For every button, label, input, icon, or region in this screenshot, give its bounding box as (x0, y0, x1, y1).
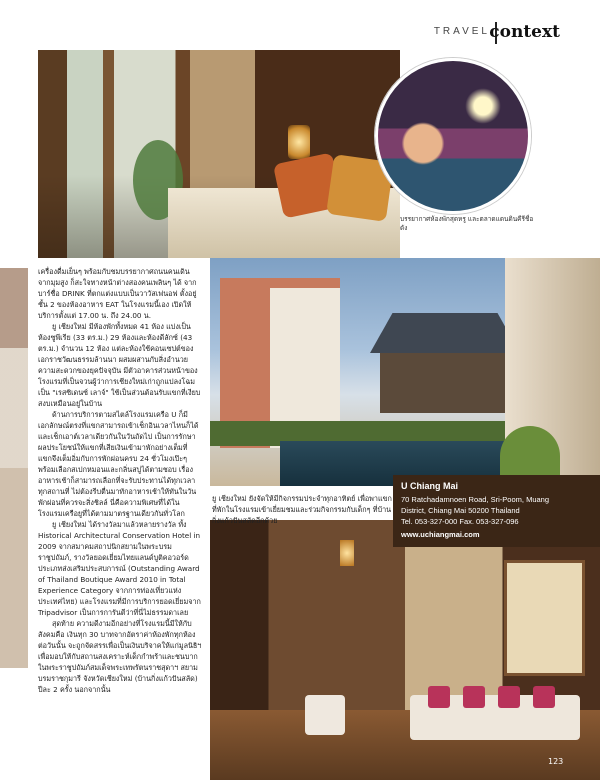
left-edge-photo (0, 268, 28, 668)
hotel-room-photo (38, 50, 400, 258)
paragraph: ด้านการบริการตามสไตล์โรงแรมเครือ U ก็มีเอกลักษณ์ตรงที่แขกสามารถเข้าเช็กอินเวลาไหนก็ได้ และเช็กเอาต์เวลาเดียวกันในวันถัดไป เป็นการรักษาผลประโยชน์ให้แขกที่เสียเงินเข้ามาพักอย่างเต็มที่ แขกจึงเต็มอิ่มกับการพักผ่อนครบ 24 ชั่วโมงเป๊ะๆ พร้อมเลือกสเปกหมอนและกลิ่นสบู่ได้ตามชอบ เรื่องอาหารเช้าก็สามารถเลือกที่จะรับประทานได้ทุกเวลา ทุกสถานที่ ไม่ต้องรีบตื่นมาทักอาหารเช้าให้ทันในวันพักผ่อนที่ควรจะสิ่งชิลล์ นี่คือความพิเศษที่ได้ในโรงแรมเครือยูที่ได้ตามมาตรฐานเดียวกันทั่วโลก (38, 410, 199, 518)
chair (305, 695, 345, 735)
contact-line: Tel. 053-327-000 Fax. 053-327-096 (401, 517, 519, 526)
wall-art (504, 560, 585, 676)
page-number: 123 (548, 757, 564, 766)
address-line: District, Chiang Mai 50200 Thailand (401, 506, 520, 515)
wooden-house (380, 353, 510, 413)
hanging-lamp (340, 540, 354, 566)
address-line: 70 Ratchadamnoen Road, Sri-Poom, Muang (401, 495, 550, 504)
cushion (428, 686, 450, 708)
lanna-roof (370, 313, 520, 353)
paragraph: เครื่องดื่มเย็นๆ พร้อมกับชมบรรยากาศถนนคนเดิน จากมุมสูง ก็สะใจทางหน้าต่างสองคนเพลินๆ ได้ จากบาร์ชื่อ DRINK ที่ตกแต่งแบบเป็นวาวัสเฟนอฟ ตั้งอยู่ชั้น 2 ของห้องอาหาร EAT ในโรงแรมนี้เอง เปิดให้บริการตั้งแต่ 17.00 น. ถึง 24.00 น. (38, 267, 197, 320)
section-label: TRAVEL (433, 26, 490, 37)
hotel-name: U Chiang Mai (401, 481, 459, 491)
cushion (498, 686, 520, 708)
hotel-info-box (393, 475, 600, 547)
lantern (288, 125, 310, 159)
article-continuation: ยู เชียงใหม่ ยังจัดให้มีกิจกรรมประจำทุกอาทิตย์ เพื่อพาแขกที่พักในโรงแรมเข้าเยี่ยมชมและร่วมกิจกรรมกับเด็กๆ ที่บ้านกิ่งแก้วปันสลัดอีกด้วย (212, 494, 392, 525)
cushion (463, 686, 485, 708)
paragraph: ยู เชียงใหม่ ได้รางวัลมาแล้วหลายรางวัล ทั้ง Historical Architectural Conservation Hotel in 2009 จากสมาคมสถาปนิกสยามในพระบรมราชูปถัมภ์, รางวัลยอดเยี่ยมไทยแลนด์บูติคอวอร์ด ประเภทส่งเสริมประสบการณ์ (Outstanding Award of Thailand Boutique Award 2010 in Total Experience Category จากการท่องเที่ยวแห่งประเทศไทย) และโรงแรมที่มีการบริการยอดเยี่ยมจาก Tripadvisor เป็นการการันตีว่าที่นี่ไม่ธรรมดาเลย (38, 520, 201, 617)
paragraph: สุดท้าย ความดีงามอีกอย่างที่โรงแรมนี้มีให้กับสังคมคือ เงินทุก 30 บาทจากอัตราค่าห้องพักทุกห้องต่อวันนั้น จะถูกจัดสรรเพื่อเป็นเงินบริจาคให้แก่มูลนิธิฯ เพื่อมอบให้กับสถานสงเคราะห์เด็กกำพร้าและชนบาก ในพระราชูปถัมภ์สมเด็จพระเทพรัตนราชสุดาฯ สยามบรมราชกุมารี จังหวัดเชียงใหม่ (บ้านกิ่งแก้วปันสลัด) ปีละ 2 ครั้ง นอกจากนั้น (38, 619, 202, 694)
night-market-photo (375, 58, 531, 214)
website-link[interactable]: www.uchiangmai.com (401, 530, 480, 539)
hotel-exterior-pool-photo (210, 258, 600, 486)
paragraph: ยู เชียงใหม่ มีห้องพักทั้งหมด 41 ห้อง แบ่งเป็นห้องซูพีเรีย (33 ตร.ม.) 29 ห้องและห้องดีลักซ์ (43 ตร.ม.) จำนวน 12 ห้อง แต่ละห้องใช้คอนเซปต์ของเอกราชวัฒนธรรมล้านนา ผสมผสานกับสิ่งอำนวยความสะดวกของยุคปัจจุบัน มีตัวอาคารส่วนหน้าของโรงแรมที่เป็นจวนผู้ว่าการเชียงใหม่เก่าถูกแปลงโฉมเป็น "เรสซิเดนซ์ เลาจ์" ใช้เป็นส่วนต้อนรับแขกที่เงียบสงบเหมือนอยู่ในบ้าน (38, 322, 201, 408)
article-body (38, 266, 203, 695)
photo-caption: บรรยากาศห้องพักสุดหรู และตลาดแดนดินคีรีชื่อดัง (400, 215, 534, 232)
cushion (533, 686, 555, 708)
lounge-photo (210, 520, 600, 780)
magazine-logo: context (489, 22, 560, 42)
